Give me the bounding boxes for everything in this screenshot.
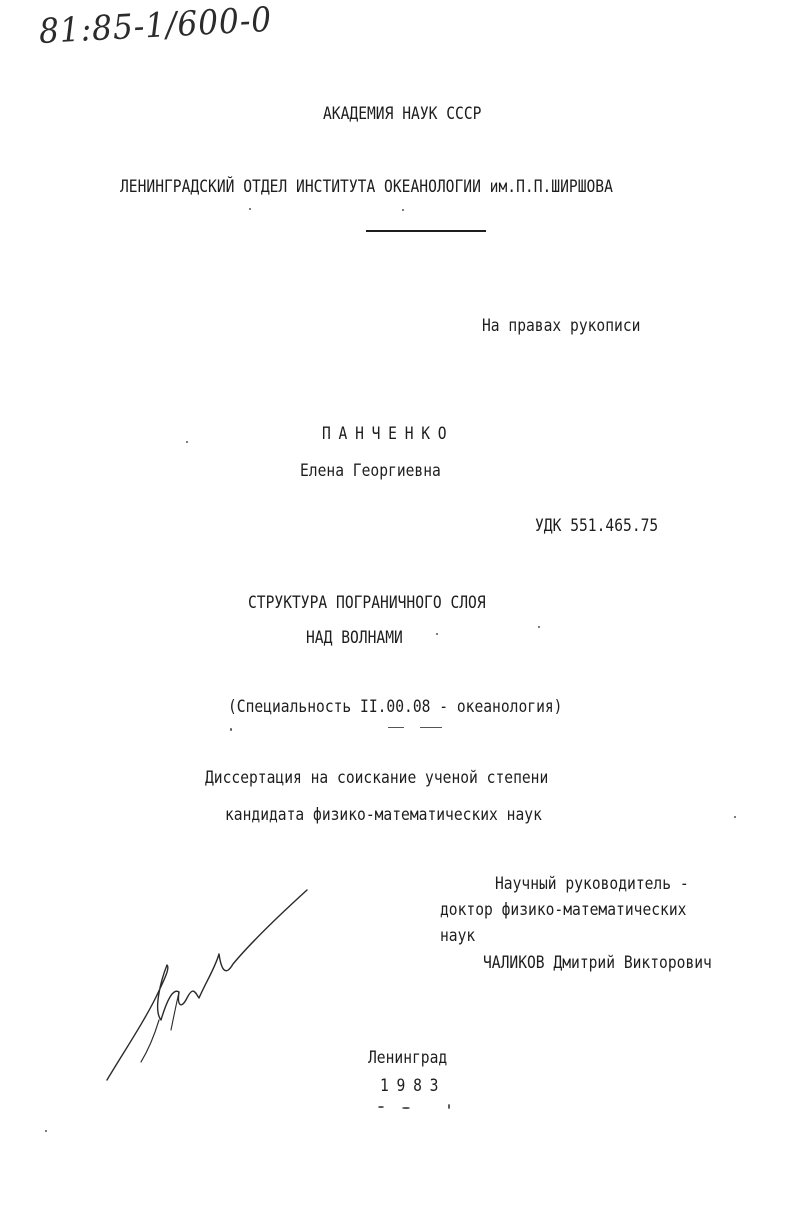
handwritten-catalog-number: 81:85-1/600-0 [38, 0, 274, 52]
paper-speck [402, 209, 404, 211]
city-label: Ленинград [368, 1048, 448, 1068]
paper-speck [45, 1130, 47, 1132]
paper-speck [436, 633, 438, 635]
supervisor-line-3: наук [440, 926, 476, 946]
paper-speck [388, 727, 404, 728]
separator-rule [366, 230, 486, 232]
title-line-1: СТРУКТУРА ПОГРАНИЧНОГО СЛОЯ [248, 593, 486, 613]
paper-speck [734, 816, 736, 818]
udc-code: УДК 551.465.75 [535, 516, 659, 536]
author-surname: ПАНЧЕНКО [322, 424, 455, 444]
department-heading: ЛЕНИНГРАДСКИЙ ОТДЕЛ ИНСТИТУТА ОКЕАНОЛОГИИ им.П.П.ШИРШОВА [120, 177, 613, 197]
specialty-line: (Специальность II.00.08 - океанология) [228, 697, 563, 717]
supervisor-line-2: доктор физико-математических [440, 900, 687, 920]
dissertation-line-2: кандидата физико-математических наук [225, 805, 542, 825]
academy-heading: АКАДЕМИЯ НАУК СССР [323, 104, 482, 124]
paper-speck [378, 1106, 384, 1108]
author-name: Елена Георгиевна [300, 461, 441, 481]
paper-speck [230, 728, 232, 731]
paper-speck [402, 1107, 410, 1109]
supervisor-line-1: Научный руководитель - [495, 874, 689, 894]
paper-speck [186, 441, 188, 443]
paper-speck [249, 208, 251, 210]
year-label: 1983 [380, 1076, 447, 1096]
supervisor-line-4: ЧАЛИКОВ Дмитрий Викторович [483, 953, 712, 973]
paper-speck [420, 727, 442, 728]
title-line-2: НАД ВОЛНАМИ [306, 628, 403, 648]
paper-speck [538, 626, 540, 628]
dissertation-line-1: Диссертация на соискание ученой степени [205, 768, 549, 788]
manuscript-rights-label: На правах рукописи [482, 316, 641, 336]
paper-speck [448, 1104, 450, 1109]
handwritten-signature [95, 880, 325, 1090]
